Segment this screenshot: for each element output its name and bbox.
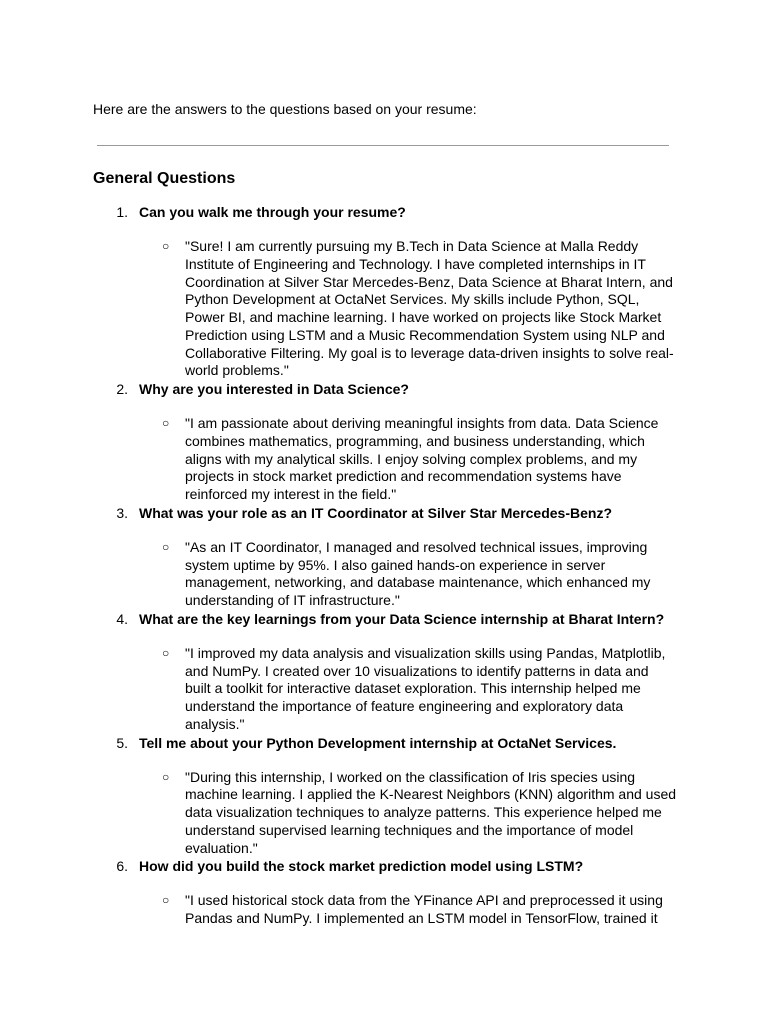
question-text: What was your role as an IT Coordinator at Silver Star Mercedes-Benz? [139,504,613,521]
hollow-bullet-icon: ○ [162,539,170,554]
question-item [0,380,768,504]
answer-item [162,538,677,610]
question-text: Tell me about your Python Development internship at OctaNet Services. [139,734,617,751]
question-number: 2. [116,381,128,397]
question-number: 4. [116,610,128,627]
question-text: What are the key learnings from your Data Science internship at Bharat Intern? [139,610,665,627]
hollow-bullet-icon: ○ [162,645,170,660]
hollow-bullet-icon: ○ [162,893,170,908]
hollow-bullet-icon: ○ [162,416,170,430]
answer-item [162,644,677,734]
hollow-bullet-icon: ○ [162,239,170,253]
answer-text: "I improved my data analysis and visualization skills using Pandas, Matplotlib, and NumPy. I created over 10 visualizations to identify patterns in data and built a toolkit for interactive dataset exploration. This internship helped me understand the importance of feature engineering and exploratory data analysis." [185,644,666,732]
answer-text: "I used historical stock data from the YFinance API and preprocessed it using Pandas and NumPy. I implemented an LSTM model in TensorFlow, trained it [185,892,663,926]
answer-item [162,768,677,858]
answer-text: "I am passionate about deriving meaningful insights from data. Data Science combines mathematics, programming, and business understanding, which aligns with my analytical skills. I enjoy solving complex problems, and my projects in stock market prediction and recommendation systems have reinforced my interest in the field." [185,415,659,502]
question-item [0,734,768,858]
question-number: 6. [116,858,128,875]
question-text: Why are you interested in Data Science? [139,381,409,397]
answer-item [162,415,677,504]
section-heading: General Questions [93,170,236,187]
question-text: Can you walk me through your resume? [139,204,406,220]
question-list [0,203,768,928]
hollow-bullet-icon: ○ [162,769,170,784]
question-number: 3. [116,504,128,521]
question-text: How did you build the stock market prediction model using LSTM? [139,858,584,875]
horizontal-divider [97,145,669,146]
question-number: 1. [116,204,128,220]
answer-text: "As an IT Coordinator, I managed and resolved technical issues, improving system uptime by 95%. I also gained hands-on experience in server management, networking, and database maintenance, which enhanced my understanding of IT infrastructure." [185,538,651,608]
answer-text: "During this internship, I worked on the classification of Iris species using machine learning. I applied the K-Nearest Neighbors (KNN) algorithm and used data visualization techniques to analyze patterns. This experience helped me understand supervised learning techniques and the importance of model evaluation." [185,768,677,856]
answer-text: "Sure! I am currently pursuing my B.Tech in Data Science at Malla Reddy Institute of Engineering and Technology. I have completed internships in IT Coordination at Silver Star Mercedes-Benz, Data Science at Bharat Intern, and Python Development at OctaNet Services. My skills include Python, SQL, Power BI, and machine learning. I have worked on projects like Stock Market Prediction using LSTM and a Music Recommendation System using NLP and Collaborative Filtering. My goal is to leverage data-driven insights to solve real-world problems." [185,238,674,379]
answer-item [162,238,677,380]
intro-text: Here are the answers to the questions based on your resume: [93,101,477,117]
answer-item [162,892,677,928]
question-number: 5. [116,734,128,751]
question-item [0,857,768,928]
question-item [0,504,768,610]
question-item [0,610,768,734]
question-item [0,203,768,380]
